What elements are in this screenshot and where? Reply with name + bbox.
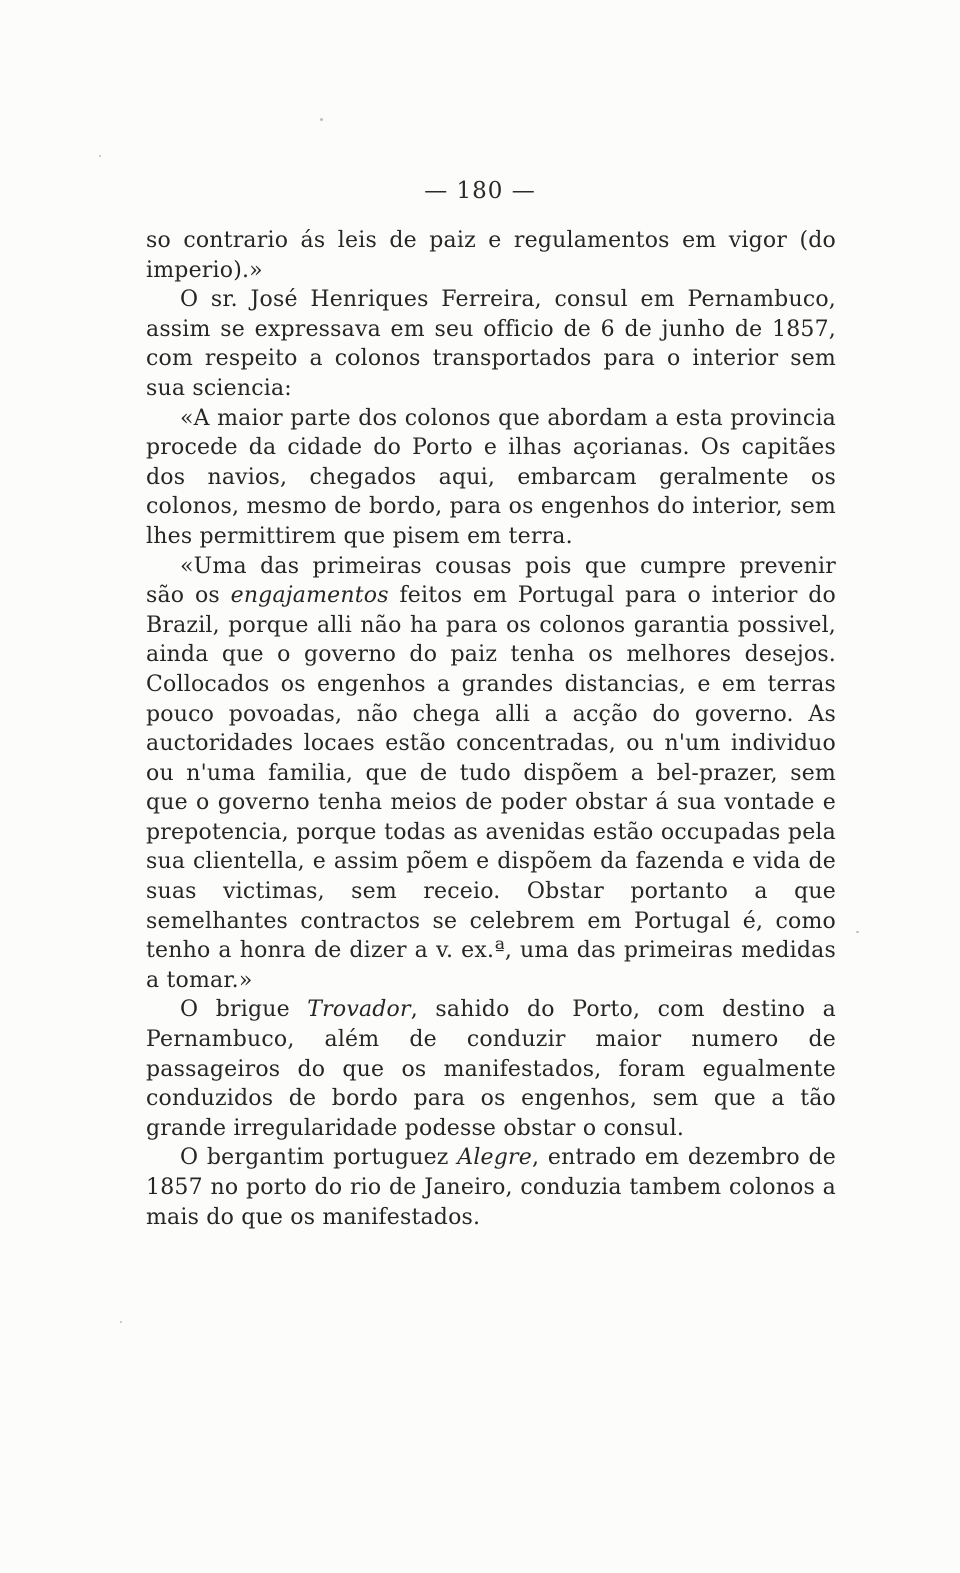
paragraph (146, 1143, 836, 1232)
page-text (146, 226, 836, 1232)
italic-text: engajamentos (230, 583, 389, 609)
text-segment: «Uma das primeiras cousas pois que cumpre prevenir são os (146, 553, 836, 609)
scan-speck (120, 1321, 122, 1323)
scan-speck (856, 931, 859, 933)
text-segment: O bergantim portuguez (180, 1145, 458, 1171)
paragraph (146, 995, 836, 1143)
scan-speck (99, 155, 101, 157)
text-segment: , sahido do Porto, com destino a Pernambuco, além de conduzir maior numero de passageiros do que os manifestados, foram egualmente conduzidos de bordo para os engenhos, sem que a tão grande irregularidade podesse obstar o consul. (146, 997, 836, 1141)
text-segment: feitos em Portugal para o interior do Brazil, porque alli não ha para os colonos garantia possivel, ainda que o governo do paiz tenha os melhores desejos. Collocados os engenhos a grandes distancias, e em terras pouco povoadas, não chega alli a acção do governo. As auctoridades locaes estão concentradas, ou n'um individuo ou n'uma familia, que de tudo dispõem a bel-prazer, sem que o governo tenha meios de poder obstar á sua vontade e prepotencia, porque todas as avenidas estão occupadas pela sua clientella, e assim põem e dispõem da fazenda e vida de suas victimas, sem receio. Obstar portanto a que semelhantes contractos se celebrem em Portugal é, como tenho a honra de dizer a v. ex.ª, uma das primeiras medidas a tomar.» (146, 583, 836, 993)
text-segment: , entrado em dezembro de 1857 no porto do rio de Janeiro, conduzia tambem colonos a mais do que os manifestados. (146, 1145, 836, 1230)
paragraph (146, 285, 836, 403)
text-segment: so contrario ás leis de paiz e regulamentos em vigor (do imperio).» (146, 228, 836, 283)
text-segment: O sr. José Henriques Ferreira, consul em Pernambuco, assim se expressava em seu officio de 6 de junho de 1857, com respeito a colonos transportados para o interior sem sua sciencia: (146, 287, 836, 401)
text-segment: «A maior parte dos colonos que abordam a esta provincia procede da cidade do Porto e ilhas açorianas. Os capitães dos navios, chegados aqui, embarcam geralmente os colonos, mesmo de bordo, para os engenhos do interior, sem lhes permittirem que pisem em terra. (146, 405, 836, 549)
italic-text: Alegre (457, 1145, 532, 1171)
paragraph (146, 226, 836, 285)
italic-text: Trovador (307, 997, 411, 1023)
scan-speck (320, 118, 323, 121)
paragraph (146, 552, 836, 996)
page-number: — 180 — (424, 178, 536, 204)
text-segment: O brigue (180, 997, 308, 1023)
paragraph (146, 404, 836, 552)
